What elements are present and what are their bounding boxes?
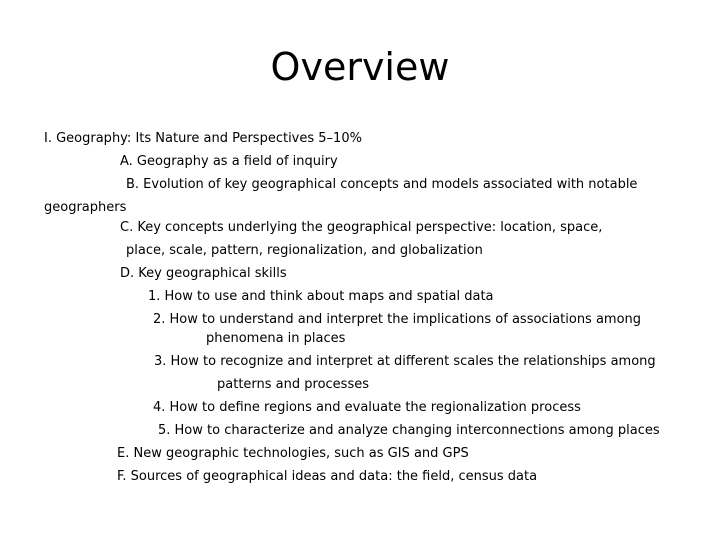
- outline-line-skill-3: 3. How to recognize and interpret at different scales the relationships among: [154, 354, 656, 369]
- outline-line-item-c-cont: place, scale, pattern, regionalization, and globalization: [126, 243, 483, 258]
- outline-line-item-f: F. Sources of geographical ideas and data: the field, census data: [117, 469, 538, 484]
- outline-line-item-e: E. New geographic technologies, such as GIS and GPS: [117, 446, 469, 461]
- outline-line-skill-3-cont: patterns and processes: [217, 377, 369, 392]
- outline-line-skill-1: 1. How to use and think about maps and spatial data: [148, 289, 494, 304]
- outline-line-item-c: C. Key concepts underlying the geographical perspective: location, space,: [120, 220, 603, 235]
- slide-title: Overview: [270, 45, 450, 89]
- outline-line-item-d: D. Key geographical skills: [120, 266, 287, 281]
- outline-line-skill-2-cont: phenomena in places: [206, 331, 346, 346]
- outline-line-skill-2: 2. How to understand and interpret the implications of associations among: [153, 312, 642, 327]
- outline-line-item-a: A. Geography as a field of inquiry: [120, 154, 338, 169]
- outline-line-skill-4: 4. How to define regions and evaluate the regionalization process: [153, 400, 581, 415]
- outline-line-item-b-cont: geographers: [44, 200, 127, 215]
- outline-line-section-1: I. Geography: Its Nature and Perspectives 5–10%: [44, 131, 362, 146]
- outline-line-item-b: B. Evolution of key geographical concepts and models associated with notable: [126, 177, 638, 192]
- outline-line-skill-5: 5. How to characterize and analyze changing interconnections among places: [158, 423, 660, 438]
